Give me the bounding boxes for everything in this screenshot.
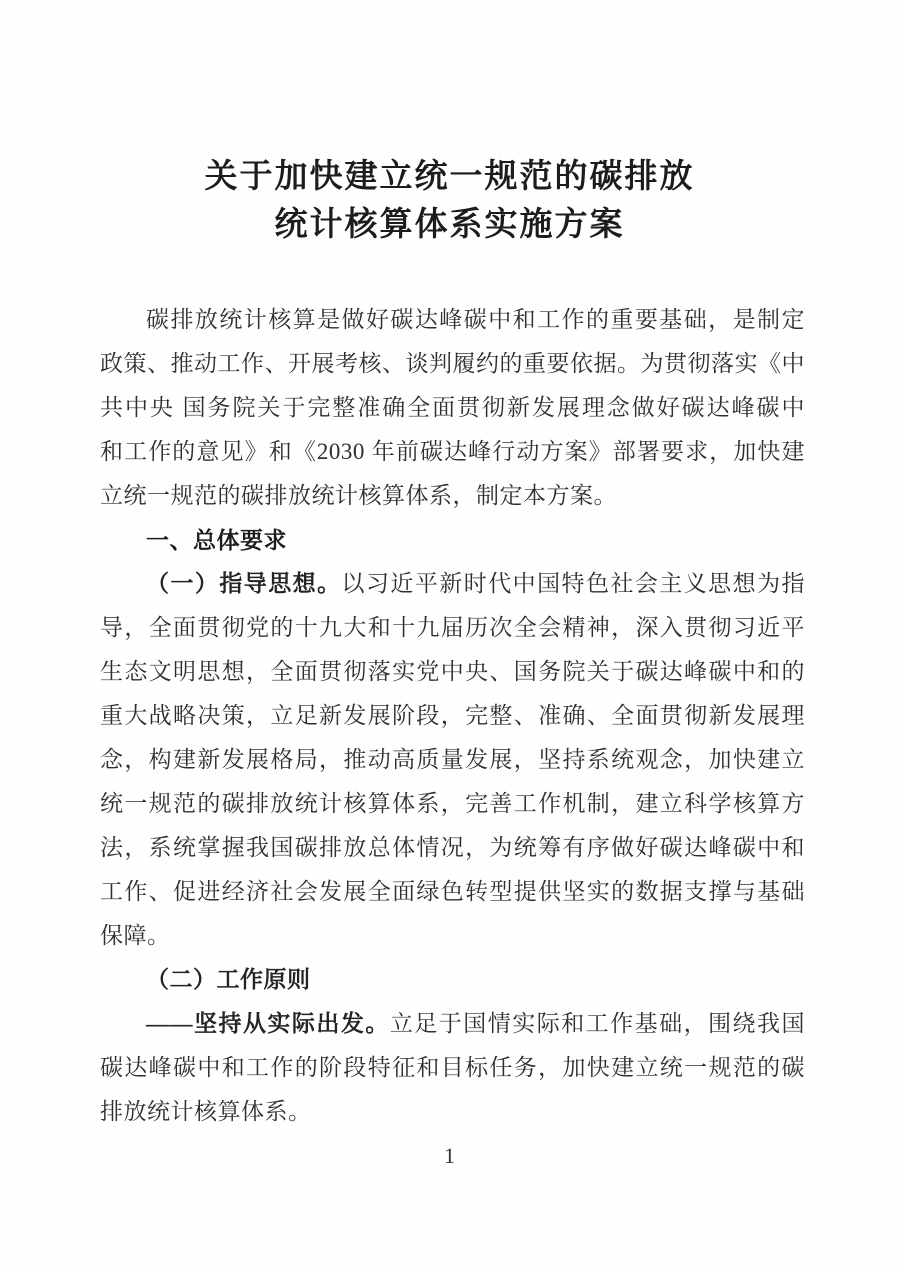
document-title	[0, 0, 899, 248]
guiding-thought-line: 导，全面贯彻党的十九大和十九届历次全会精神，深入贯彻习近平	[100, 615, 805, 640]
guiding-thought-line: 统一规范的碳排放统计核算体系，完善工作机制，建立科学核算方	[100, 791, 805, 816]
guiding-thought-text: 以习近平新时代中国特色社会主义思想为指	[341, 571, 805, 596]
principle-line: 碳达峰碳中和工作的阶段特征和目标任务，加快建立统一规范的碳	[100, 1055, 805, 1080]
title-line-1: 关于加快建立统一规范的碳排放	[204, 157, 695, 194]
document-body	[100, 298, 805, 1134]
intro-line: 碳排放统计核算是做好碳达峰碳中和工作的重要基础，是制定	[146, 307, 805, 332]
guiding-thought-line: 工作、促进经济社会发展全面绿色转型提供坚实的数据支撑与基础	[100, 879, 805, 904]
intro-line: 立统一规范的碳排放统计核算体系，制定本方案。	[100, 483, 617, 508]
principle-text: 立足于国情实际和工作基础，围绕我国	[389, 1011, 805, 1036]
intro-line: 政策、推动工作、开展考核、谈判履约的重要依据。为贯彻落实《中	[100, 351, 805, 376]
guiding-thought-lead: （一）指导思想。	[146, 571, 342, 596]
guiding-thought-line: 法，系统掌握我国碳排放总体情况，为统筹有序做好碳达峰碳中和	[100, 835, 805, 860]
guiding-thought-line	[100, 562, 805, 606]
principle-lead: ——坚持从实际出发。	[146, 1011, 390, 1036]
subsection-heading-work-principles: （二）工作原则	[146, 967, 311, 992]
section-heading-overall-requirements: 一、总体要求	[146, 527, 287, 553]
guiding-thought-line: 保障。	[100, 923, 171, 948]
guiding-thought-line: 念，构建新发展格局，推动高质量发展，坚持系统观念，加快建立	[100, 747, 805, 772]
guiding-thought-line: 重大战略决策，立足新发展阶段，完整、准确、全面贯彻新发展理	[100, 703, 805, 728]
intro-line: 共中央 国务院关于完整准确全面贯彻新发展理念做好碳达峰碳中	[100, 395, 805, 420]
intro-line: 和工作的意见》和《2030 年前碳达峰行动方案》部署要求，加快建	[100, 439, 805, 464]
page-number: 1	[444, 1143, 455, 1168]
principle-line: 排放统计核算体系。	[100, 1099, 312, 1124]
principle-line	[100, 1002, 805, 1046]
title-line-2: 统计核算体系实施方案	[274, 205, 625, 242]
guiding-thought-line: 生态文明思想，全面贯彻落实党中央、国务院关于碳达峰碳中和的	[100, 659, 805, 684]
